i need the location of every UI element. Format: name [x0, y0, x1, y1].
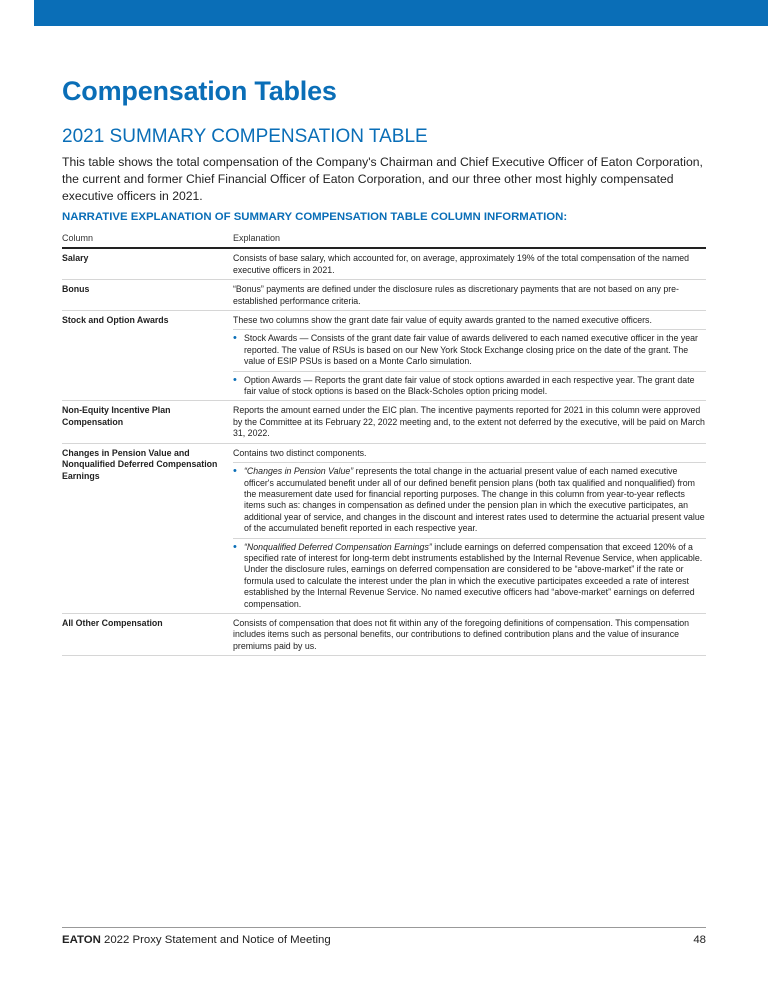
- bullet-item: [233, 329, 706, 367]
- table-row-bonus: [62, 280, 706, 311]
- row-explanation: Contains two distinct components.: [233, 447, 367, 458]
- page-number: 48: [693, 934, 706, 946]
- row-label: Salary: [62, 253, 89, 264]
- intro-paragraph: This table shows the total compensation of the Company's Chairman and Chief Executive Officer of Eaton Corporation, the current and former Chief Financial Officer of Eaton Corporation, and our three other most highly compensated executive officers in 2021.: [62, 155, 703, 203]
- bullet-icon: •: [233, 332, 237, 345]
- bullet-text: Option Awards — Reports the grant date fair value of stock options awarded in each respective year. The grant date fair value of stock options is based on the Black-Scholes option pricing model.: [244, 374, 695, 397]
- bullet-icon: •: [233, 465, 237, 478]
- row-label: Changes in Pension Value and Nonqualified Deferred Compensation Earnings: [62, 447, 218, 481]
- page-title: Compensation Tables: [62, 76, 337, 106]
- explanation-header: Explanation: [233, 233, 281, 243]
- row-explanation: Reports the amount earned under the EIC plan. The incentive payments reported for 2021 in this column were approved by the Committee at its February 22, 2022 meeting and, to the extent not deferred by the executive, will be paid on March 31, 2022.: [233, 405, 705, 439]
- row-label: Non-Equity Incentive Plan Compensation: [62, 405, 171, 427]
- footer-doc-title: 2022 Proxy Statement and Notice of Meeting: [104, 934, 331, 946]
- bullet-term: “Changes in Pension Value”: [244, 466, 354, 477]
- bullet-item: [233, 462, 706, 534]
- bullet-icon: •: [233, 373, 237, 386]
- table-row-salary: [62, 249, 706, 280]
- row-label: All Other Compensation: [62, 617, 163, 628]
- row-explanation: Consists of base salary, which accounted for, on average, approximately 19% of the total compensation of the named executive officers in 2021.: [233, 253, 690, 275]
- row-explanation: These two columns show the grant date fair value of equity awards granted to the named executive officers.: [233, 315, 652, 326]
- row-label: Stock and Option Awards: [62, 315, 169, 326]
- bullet-item: [233, 371, 706, 398]
- table-header-row: [62, 233, 706, 249]
- footer-title: [62, 934, 331, 946]
- section-title: 2021 SUMMARY COMPENSATION TABLE: [62, 126, 428, 147]
- table-row-all-other: [62, 614, 706, 656]
- narrative-heading: NARRATIVE EXPLANATION OF SUMMARY COMPENSATION TABLE COLUMN INFORMATION:: [62, 211, 568, 223]
- table-row-non-equity-incentive: [62, 401, 706, 443]
- row-label: Bonus: [62, 284, 90, 295]
- top-brand-bar: [34, 0, 768, 26]
- bullet-text: Stock Awards — Consists of the grant date fair value of awards delivered to each named executive officer in the year reported. The value of RSUs is based on our New York Stock Exchange closing price on the date of the grant. The value of ESIP PSUs is based on a Monte Carlo simulation.: [244, 333, 698, 367]
- footer-brand: EATON: [62, 934, 101, 946]
- bullet-text: represents the total change in the actuarial present value of each named executive officer's accumulated benefit under all of our defined benefit pension plans (both tax qualified and nonqualified) from the measurement date used for financial reporting purposes. The change in this column from year-to-year reflects items such as: changes in compensation as defined under the pension plan in which the executive participates, an additional year of service, and changes in the discount and interest rates used to determine the actuarial present value of the accumulated benefit reported in each respective year.: [244, 466, 705, 534]
- table-row-stock-option-awards: [62, 311, 706, 401]
- column-header: Column: [62, 233, 94, 243]
- bullet-term: “Nonqualified Deferred Compensation Earnings”: [244, 541, 432, 552]
- page-footer: [62, 927, 706, 946]
- column-explanation-table: [62, 233, 706, 656]
- bullet-item: [233, 538, 706, 610]
- table-row-pension-deferred: [62, 444, 706, 614]
- row-explanation: “Bonus” payments are defined under the disclosure rules as discretionary payments that are not based on any pre-established performance criteria.: [233, 284, 679, 306]
- bullet-icon: •: [233, 540, 237, 553]
- bullet-text: include earnings on deferred compensation that exceed 120% of a specified rate of interest for long-term debt instruments established by the Internal Revenue Service, when applicable. Under the disclosure rules, earnings on deferred compensation are considered to be “above-market” if the rate or formula used to calculate the interest under the plan in which the executive participates exceeded a rate of interest established by the Internal Revenue Service. No named executive officers had “above-market” earnings on deferred compensation.: [244, 541, 703, 609]
- row-explanation: Consists of compensation that does not fit within any of the foregoing definitions of compensation. This compensation includes items such as personal benefits, our contributions to defined contribution plans and the value of insurance premiums paid by us.: [233, 617, 690, 651]
